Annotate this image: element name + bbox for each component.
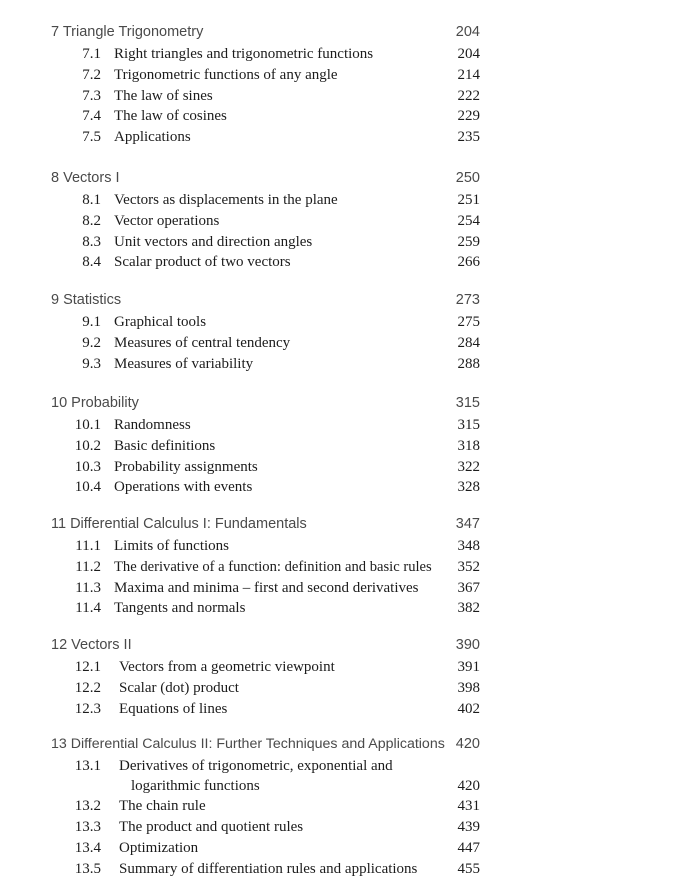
section-page-number: 322	[457, 458, 480, 475]
section-number: 13.3	[74, 819, 101, 836]
toc-entry	[0, 108, 690, 129]
section-number: 10.3	[74, 458, 101, 475]
section-title: The product and quotient rules	[119, 819, 304, 836]
chapter-13	[0, 736, 690, 881]
section-title: Vector operations	[114, 212, 220, 229]
toc-entry	[0, 234, 690, 255]
section-title: Optimization	[119, 839, 199, 856]
section-number: 11.3	[75, 579, 101, 596]
section-page-number: 420	[457, 777, 480, 794]
section-page-number: 214	[457, 66, 480, 83]
section-title: Scalar product of two vectors	[114, 254, 291, 271]
section-number: 7.3	[82, 87, 101, 104]
toc-entry	[0, 819, 690, 840]
toc-entry	[0, 798, 690, 819]
chapter-page-number: 347	[455, 516, 480, 532]
chapter-page-number: 315	[455, 395, 480, 411]
chapter-heading	[0, 516, 690, 538]
toc-entry	[0, 538, 690, 559]
section-number: 10.1	[74, 417, 101, 433]
toc-entry	[0, 600, 690, 621]
section-number: 7.4	[82, 108, 101, 125]
section-title: Graphical tools	[114, 314, 207, 330]
chapter-9	[0, 292, 690, 376]
section-title: Measures of variability	[114, 355, 254, 372]
section-number: 11.2	[75, 558, 101, 575]
chapter-title: 12 Vectors II	[51, 637, 132, 653]
chapter-title: 9 Statistics	[51, 292, 122, 308]
section-page-number: 439	[457, 819, 480, 836]
section-page-number: 348	[457, 538, 480, 554]
section-number: 13.2	[74, 798, 101, 815]
section-title: Unit vectors and direction angles	[114, 233, 313, 250]
toc-entry	[0, 129, 690, 150]
section-title: Maxima and minima – first and second derivatives	[114, 579, 419, 596]
section-page-number: 266	[457, 254, 480, 271]
section-number: 12.1	[74, 659, 101, 675]
toc-entry	[0, 758, 690, 778]
toc-entry	[0, 192, 690, 213]
toc-entry	[0, 659, 690, 680]
chapter-page-number: 204	[455, 24, 480, 40]
toc-entry	[0, 861, 690, 882]
chapter-page-number: 273	[455, 292, 480, 308]
toc-entry	[0, 479, 690, 500]
toc-entry	[0, 559, 690, 580]
section-title: Tangents and normals	[114, 600, 246, 617]
chapter-heading	[0, 24, 690, 46]
toc-entry	[0, 335, 690, 356]
toc-entry	[0, 67, 690, 88]
chapter-heading	[0, 637, 690, 659]
section-page-number: 251	[457, 192, 480, 208]
section-title: Probability assignments	[114, 458, 258, 475]
chapter-title: 7 Triangle Trigonometry	[51, 24, 204, 40]
section-page-number: 284	[457, 334, 480, 351]
section-title-continuation: logarithmic functions	[131, 777, 260, 794]
section-number: 12.3	[74, 700, 101, 717]
section-number: 11.4	[75, 600, 101, 617]
section-number: 7.1	[82, 46, 101, 62]
toc-entry	[0, 417, 690, 438]
section-page-number: 455	[457, 860, 480, 877]
section-title: Equations of lines	[119, 700, 228, 717]
section-page-number: 235	[457, 129, 480, 146]
toc-entry	[0, 840, 690, 861]
section-page-number: 315	[457, 417, 480, 433]
section-page-number: 275	[457, 314, 480, 330]
chapter-heading	[0, 395, 690, 417]
chapter-12	[0, 637, 690, 721]
section-page-number: 204	[457, 46, 480, 62]
section-number: 12.2	[74, 679, 101, 696]
toc-entry	[0, 680, 690, 701]
section-number: 8.1	[82, 192, 101, 208]
chapter-title: 8 Vectors I	[51, 170, 120, 186]
toc-entry	[0, 580, 690, 601]
section-title: Right triangles and trigonometric functions	[114, 46, 374, 62]
section-page-number: 318	[457, 437, 480, 454]
section-page-number: 402	[457, 700, 480, 717]
section-page-number: 352	[457, 558, 480, 575]
toc-entry	[0, 356, 690, 377]
section-number: 8.2	[82, 212, 101, 229]
section-number: 10.2	[74, 437, 101, 454]
section-title: Scalar (dot) product	[119, 679, 239, 696]
chapter-8	[0, 170, 690, 275]
chapter-heading	[0, 292, 690, 314]
section-title: Measures of central tendency	[114, 334, 291, 351]
section-number: 13.4	[74, 839, 101, 856]
chapter-title: 10 Probability	[51, 395, 139, 411]
section-page-number: 447	[457, 839, 480, 856]
chapter-10	[0, 395, 690, 500]
section-title: Derivatives of trigonometric, exponential and	[119, 758, 393, 774]
chapter-page-number: 420	[455, 736, 480, 752]
section-title: The law of cosines	[114, 108, 227, 125]
chapter-7	[0, 24, 690, 150]
chapter-heading	[0, 736, 690, 758]
section-title: The law of sines	[114, 87, 213, 104]
toc-entry	[0, 254, 690, 275]
section-title: Vectors as displacements in the plane	[114, 192, 338, 208]
section-page-number: 328	[457, 479, 480, 496]
section-number: 9.2	[82, 334, 101, 351]
section-page-number: 431	[457, 798, 480, 815]
section-number: 11.1	[75, 538, 101, 554]
section-page-number: 254	[457, 212, 480, 229]
chapter-title: 11 Differential Calculus I: Fundamentals	[51, 516, 307, 532]
section-number: 9.3	[82, 355, 101, 372]
section-title: Vectors from a geometric viewpoint	[119, 659, 335, 675]
toc-entry-continuation	[0, 778, 690, 799]
toc-entry	[0, 314, 690, 335]
toc-entry	[0, 459, 690, 480]
section-title: Summary of differentiation rules and applications	[119, 860, 418, 877]
section-page-number: 259	[457, 233, 480, 250]
section-page-number: 222	[457, 87, 480, 104]
section-number: 8.3	[82, 233, 101, 250]
toc-entry	[0, 213, 690, 234]
section-page-number: 382	[457, 600, 480, 617]
section-title: Basic definitions	[114, 437, 216, 454]
section-page-number: 391	[457, 659, 480, 675]
section-page-number: 288	[457, 355, 480, 372]
section-number: 13.5	[74, 860, 101, 877]
section-number: 9.1	[82, 314, 101, 330]
section-page-number: 229	[457, 108, 480, 125]
section-title: The derivative of a function: definition and basic rules	[114, 558, 432, 575]
chapter-page-number: 250	[455, 170, 480, 186]
toc-entry	[0, 701, 690, 722]
chapter-title: 13 Differential Calculus II: Further Techniques and Applications	[51, 736, 445, 752]
section-title: The chain rule	[119, 798, 206, 815]
toc-entry	[0, 46, 690, 67]
toc-entry	[0, 88, 690, 109]
section-number: 10.4	[74, 479, 101, 496]
section-page-number: 367	[457, 579, 480, 596]
chapter-page-number: 390	[455, 637, 480, 653]
section-page-number: 398	[457, 679, 480, 696]
section-title: Operations with events	[114, 479, 253, 496]
chapter-heading	[0, 170, 690, 192]
section-number: 8.4	[82, 254, 101, 271]
section-title: Trigonometric functions of any angle	[114, 66, 338, 83]
chapter-11	[0, 516, 690, 621]
section-title: Applications	[114, 129, 191, 146]
section-number: 13.1	[74, 758, 101, 774]
toc-entry	[0, 438, 690, 459]
section-title: Limits of functions	[114, 538, 229, 554]
section-number: 7.5	[82, 129, 101, 146]
section-title: Randomness	[114, 417, 191, 433]
section-number: 7.2	[82, 66, 101, 83]
